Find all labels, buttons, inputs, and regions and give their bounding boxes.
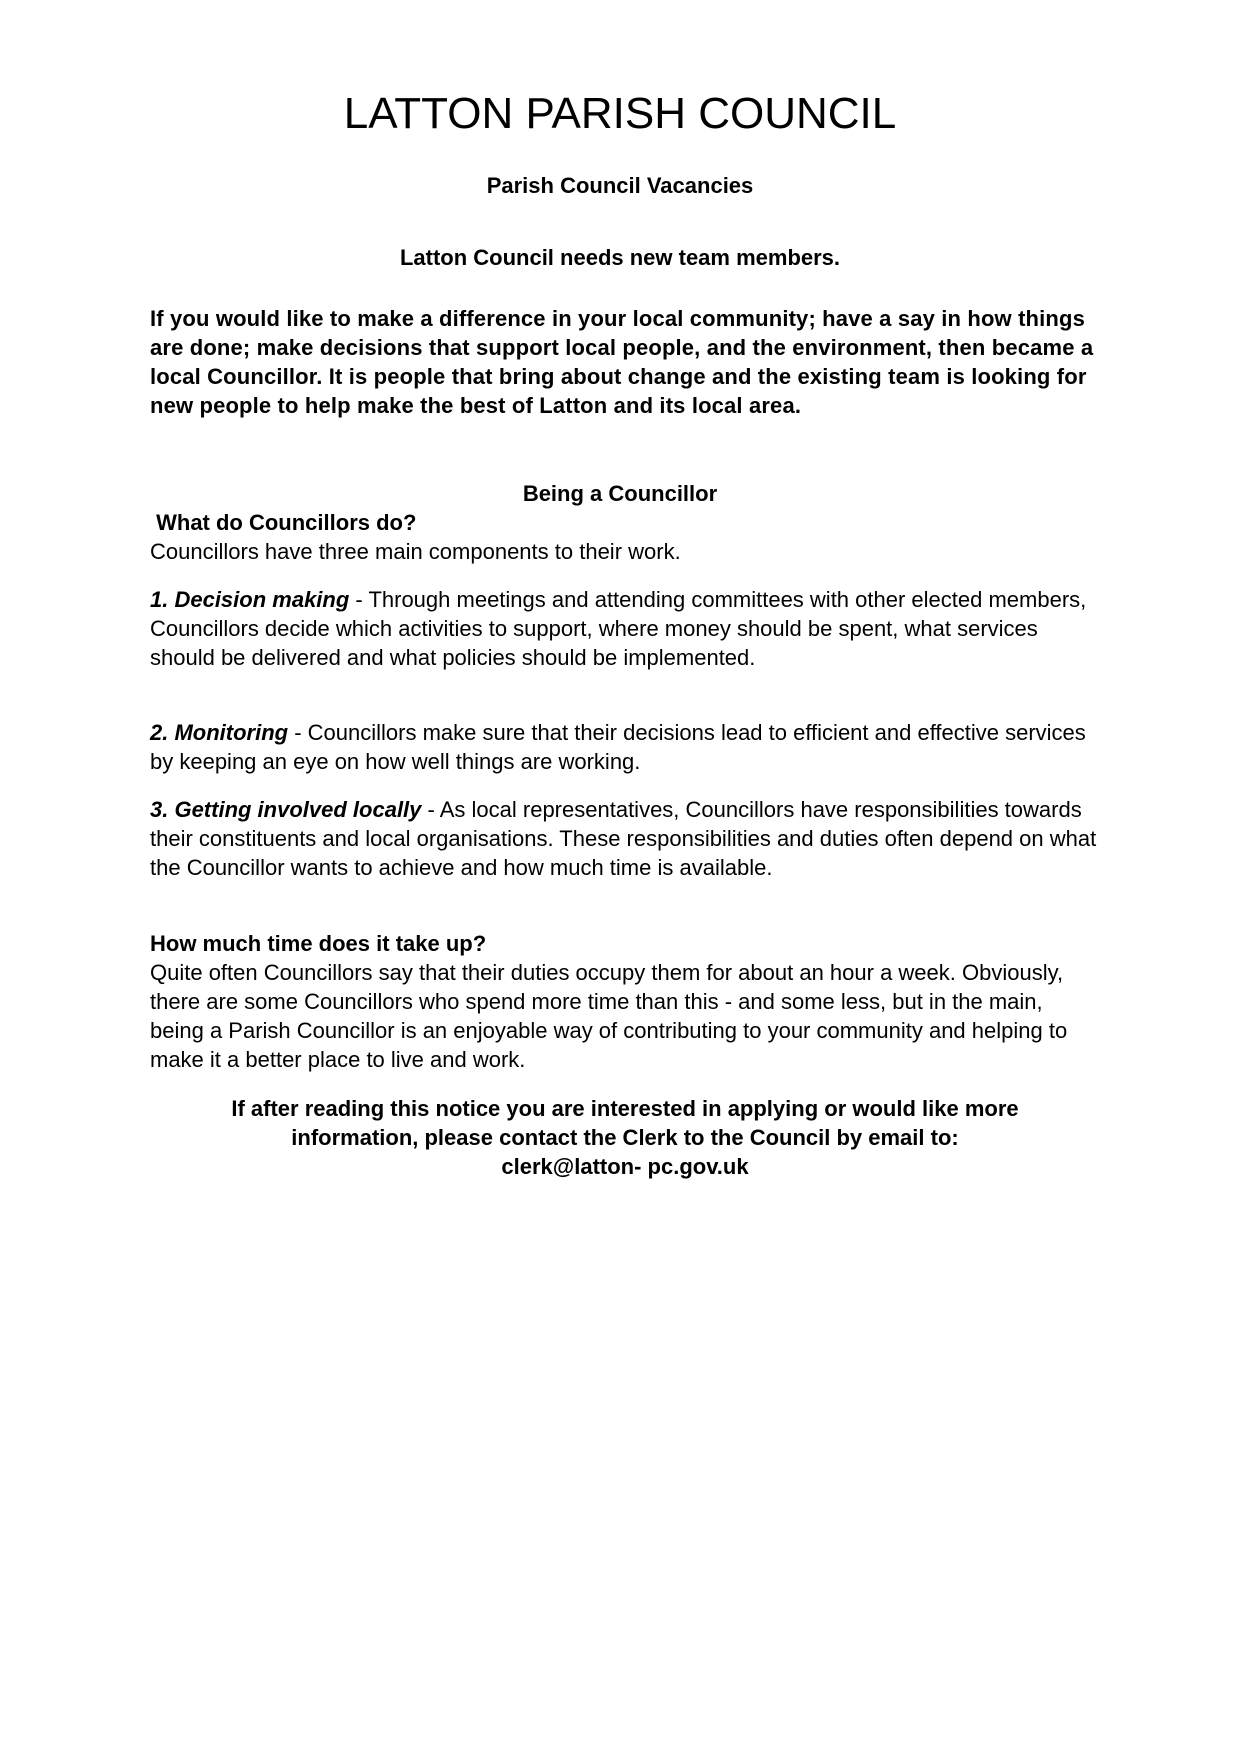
- component-text: - Through meetings and attending committees with other elected members, Councillors decide which activities to support, where money should be spent, what services should be delivered and what policies should be implemented.: [150, 587, 1087, 670]
- what-councillors-do-text: Councillors have three main components to their work.: [150, 539, 681, 564]
- component-monitoring: [150, 718, 1100, 776]
- contact-email: clerk@latton- pc.gov.uk: [501, 1154, 749, 1179]
- being-councillor-heading: Being a Councillor: [522, 481, 718, 506]
- component-label: 2. Monitoring: [150, 720, 289, 745]
- component-text: - Councillors make sure that their decisions lead to efficient and effective services by keeping an eye on how well things are working.: [150, 720, 1086, 774]
- component-getting-involved: [150, 795, 1100, 882]
- headline: Latton Council needs new team members.: [399, 245, 841, 270]
- component-decision-making: [150, 585, 1100, 672]
- contact-line-2: information, please contact the Clerk to the Council by email to:: [291, 1125, 959, 1150]
- contact-line-1: If after reading this notice you are interested in applying or would like more: [231, 1096, 1019, 1121]
- component-text: - As local representatives, Councillors have responsibilities towards their constituents and local organisations. These responsibilities and duties often depend on what the Councillor wants to achieve and how much time is available.: [150, 797, 1097, 880]
- what-councillors-do-heading: What do Councillors do?: [150, 510, 417, 535]
- intro-paragraph: If you would like to make a difference in your local community; have a say in how things are done; make decisions that support local people, and the environment, then became a local Councillor. It is people that bring about change and the existing team is looking for new people to help make the best of Latton and its local area.: [150, 306, 1094, 418]
- component-label: 3. Getting involved locally: [150, 797, 422, 822]
- page-title: LATTON PARISH COUNCIL: [343, 89, 897, 138]
- time-text: Quite often Councillors say that their duties occupy them for about an hour a week. Obviously, there are some Councillors who spend more time than this - and some less, but in the main, being a Parish Councillor is an enjoyable way of contributing to your community and helping to make it a better place to live and work.: [150, 960, 1068, 1072]
- time-heading: How much time does it take up?: [150, 931, 487, 956]
- component-label: 1. Decision making: [150, 587, 350, 612]
- subtitle: Parish Council Vacancies: [486, 173, 754, 198]
